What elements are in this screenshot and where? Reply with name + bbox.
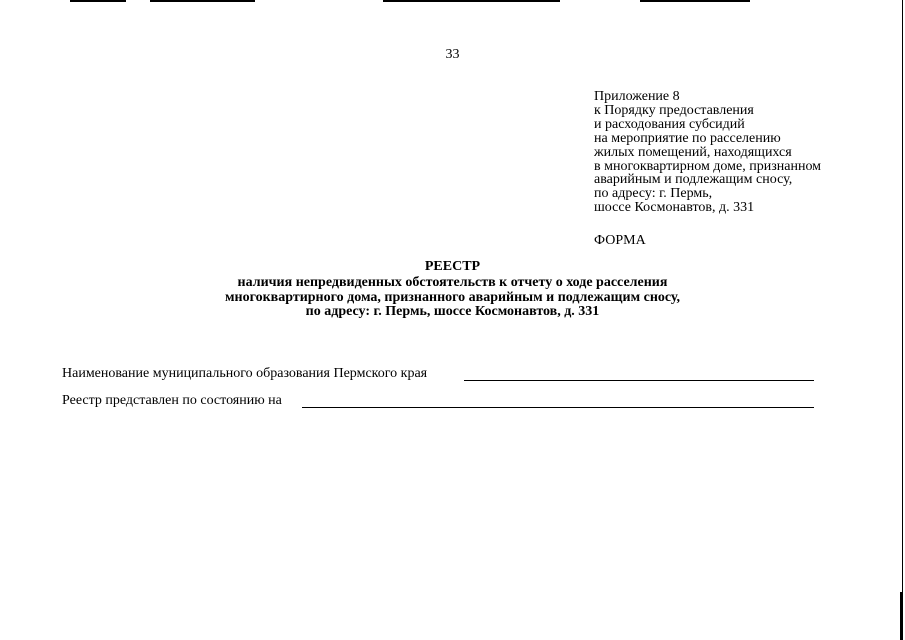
appendix-line: жилых помещений, находящихся: [594, 144, 792, 160]
scan-border-top: [640, 0, 750, 2]
scan-border-right: [902, 0, 903, 640]
appendix-line: Приложение 8: [594, 89, 680, 104]
municipality-label: Наименование муниципального образования Пермского края: [62, 366, 428, 381]
appendix-line: к Порядку предоставления: [594, 102, 754, 118]
registry-subtitle-line: наличия непредвиденных обстоятельств к отчету о ходе расселения: [237, 275, 668, 290]
scan-border-top: [150, 0, 255, 2]
appendix-line: шоссе Космонавтов, д. 331: [594, 200, 755, 216]
registry-subtitle: [0, 276, 905, 320]
appendix-line: на мероприятие по расселению: [594, 130, 781, 146]
state-date-fill-line[interactable]: [302, 407, 814, 408]
registry-subtitle-line: многоквартирного дома, признанного аварийным и подлежащим сносу,: [224, 289, 681, 305]
appendix-line: и расходования субсидий: [594, 116, 745, 132]
scan-border-top: [383, 0, 560, 2]
registry-title: РЕЕСТР: [424, 259, 481, 274]
appendix-block: [594, 90, 894, 215]
registry-subtitle-line: по адресу: г. Пермь, шоссе Космонавтов, д. 331: [305, 304, 600, 319]
scan-border-top: [70, 0, 126, 2]
municipality-fill-line[interactable]: [464, 380, 814, 381]
appendix-line: в многоквартирном доме, признанном: [594, 158, 822, 174]
scan-border-right-bottom: [900, 592, 903, 640]
municipality-field-row: [62, 366, 822, 384]
form-label: ФОРМА: [594, 233, 646, 248]
state-date-field-row: [62, 393, 822, 411]
appendix-line: аварийным и подлежащим сносу,: [594, 172, 793, 188]
state-date-label: Реестр представлен по состоянию на: [62, 393, 282, 408]
page-number: 33: [445, 47, 460, 62]
appendix-line: по адресу: г. Пермь,: [594, 186, 713, 202]
